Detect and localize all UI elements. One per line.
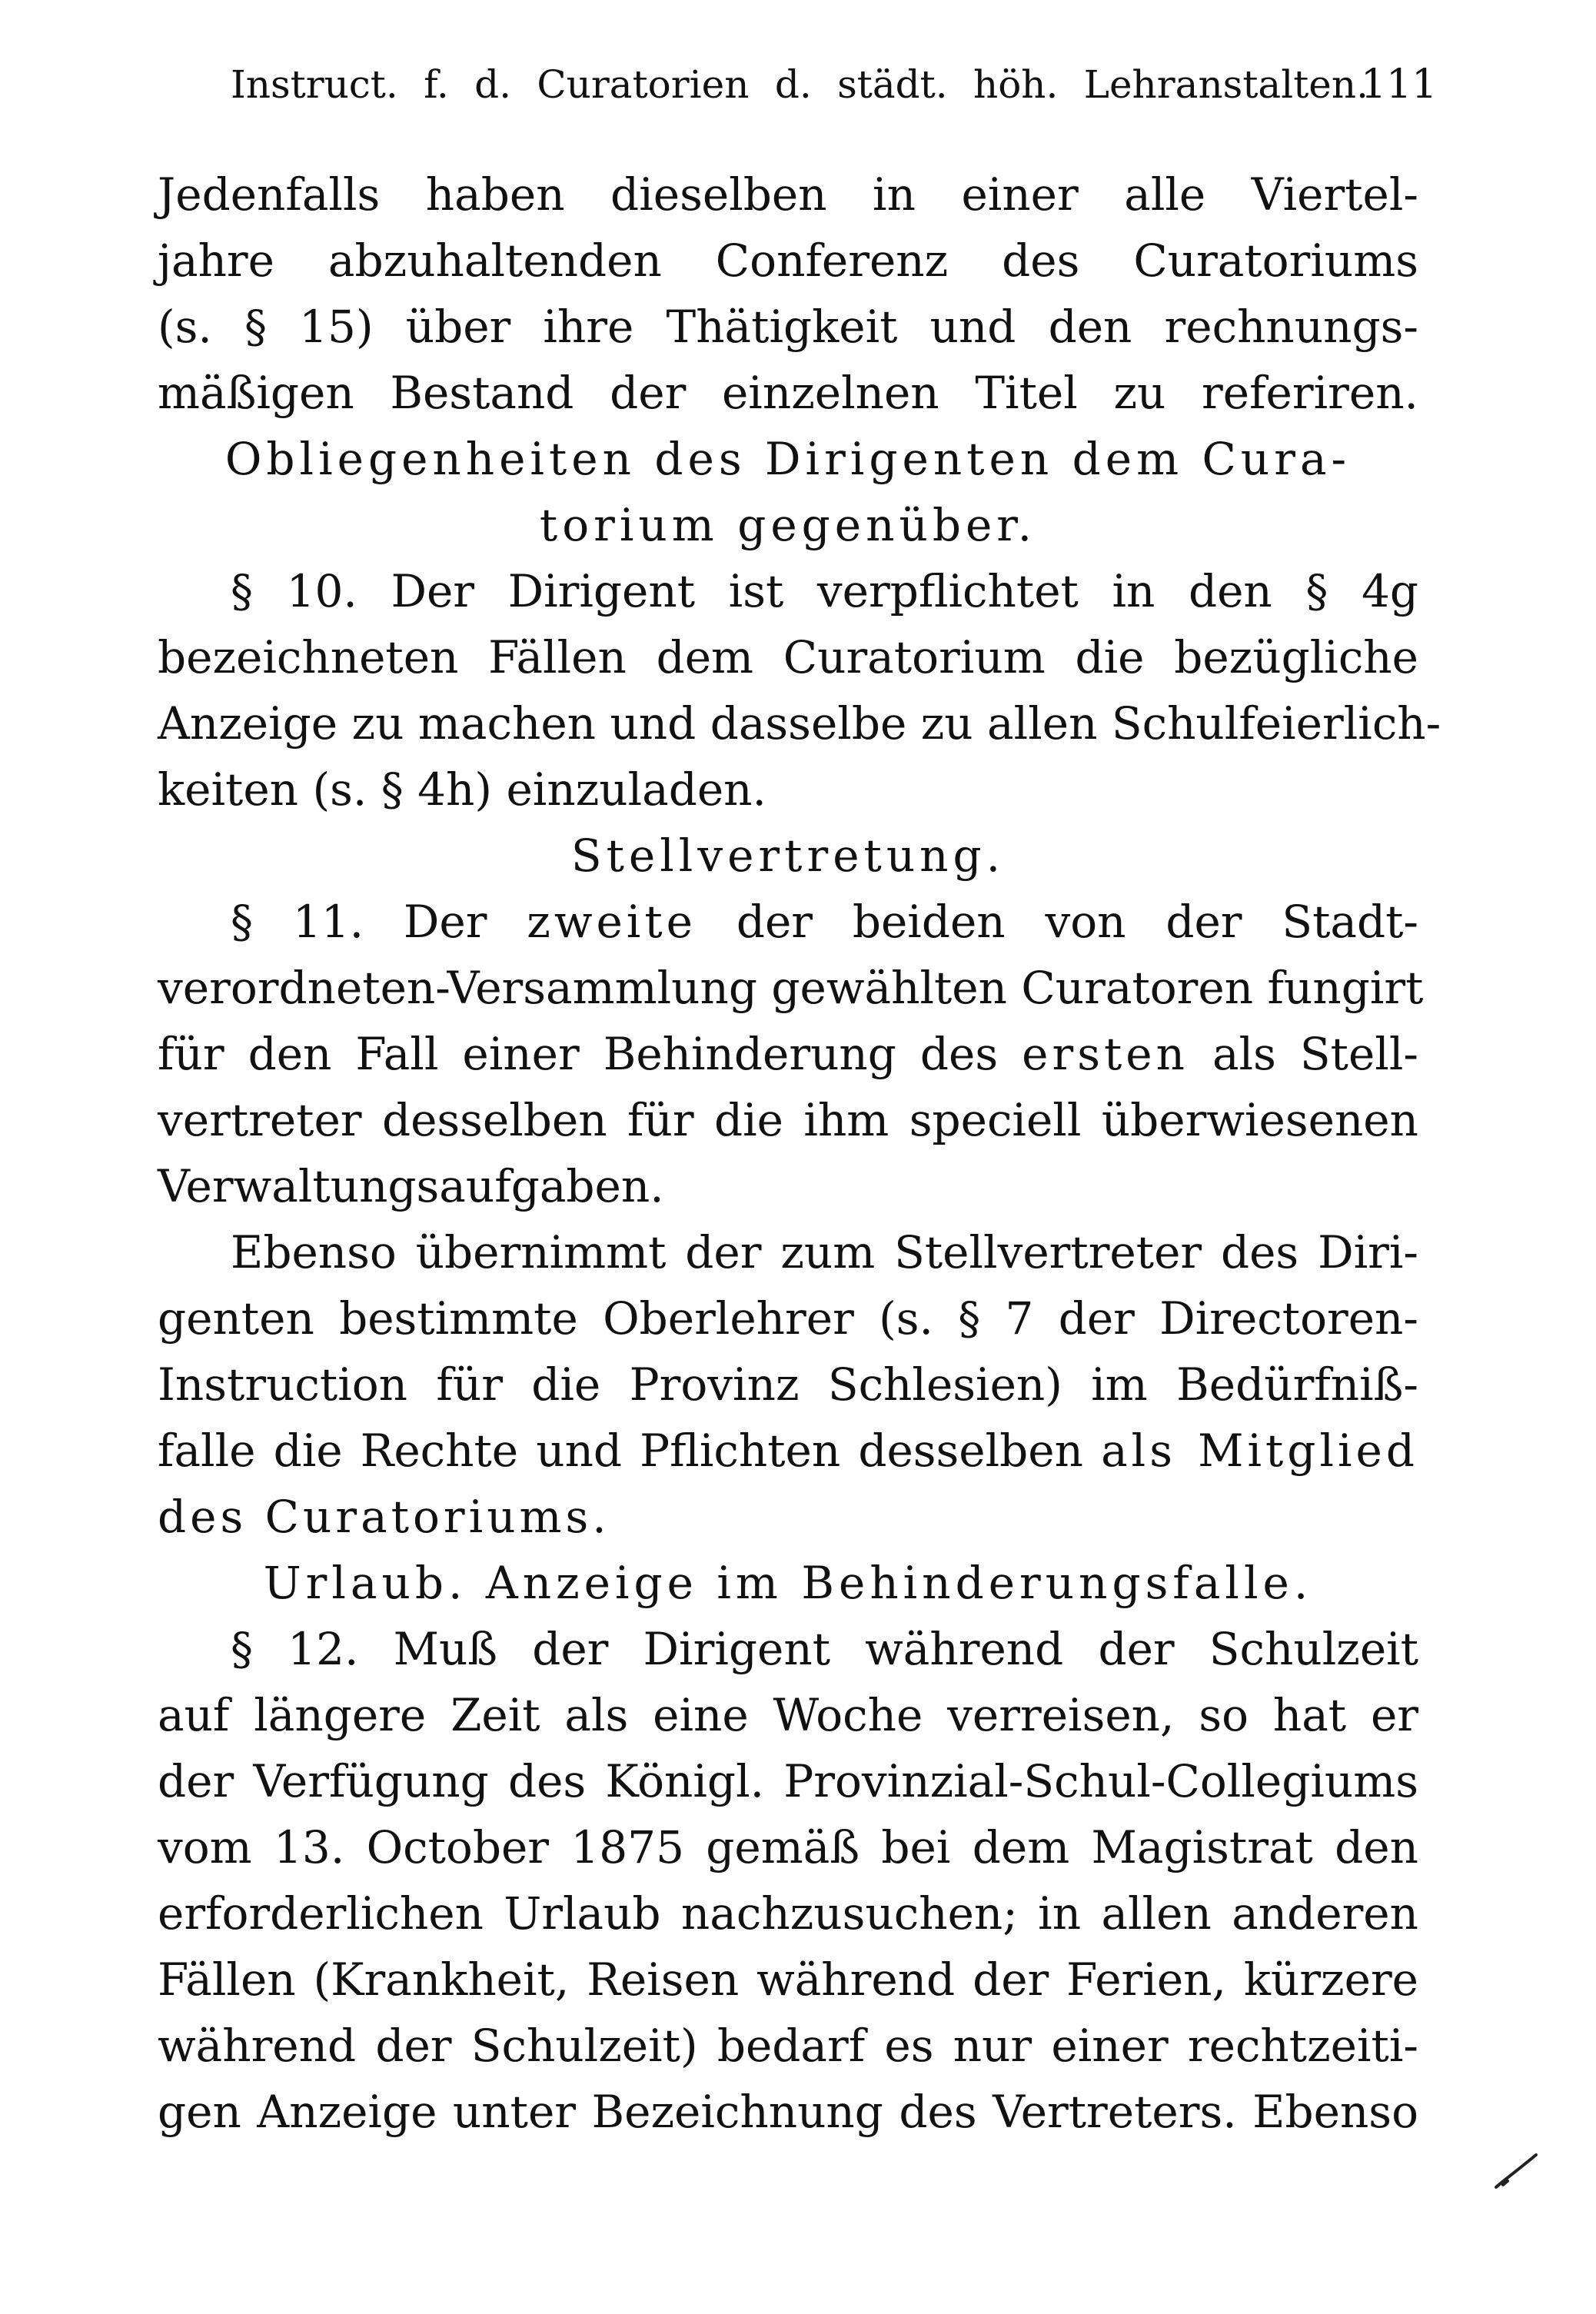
paragraph-line: während der Schulzeit) bedarf es nur einer rechtzeiti-: [158, 2020, 1418, 2072]
paragraph-line: Anzeige zu machen und dasselbe zu allen Schulfeierlich-: [158, 697, 1441, 750]
emphasized-text: als Mitglied: [1101, 1425, 1418, 1477]
paragraph-line: keiten (s. § 4h) einzuladen.: [158, 763, 766, 816]
paragraph-line: vertreter desselben für die ihm speciell überwiesenen: [158, 1094, 1418, 1146]
section-heading: Urlaub. Anzeige im Behinderungsfalle.: [263, 1557, 1313, 1609]
paragraph-line: Ebenso übernimmt der zum Stellvertreter des Diri-: [231, 1226, 1418, 1278]
line-text: als Stell-: [1188, 1028, 1418, 1080]
paragraph-line: genten bestimmte Oberlehrer (s. § 7 der Directoren-: [158, 1292, 1418, 1345]
paragraph-line: [158, 1021, 1418, 1087]
emphasized-text: zweite: [527, 896, 697, 948]
paragraph-line: erforderlichen Urlaub nachzusuchen; in allen anderen: [158, 1887, 1418, 1940]
paragraph-line: bezeichneten Fällen dem Curatorium die bezügliche: [158, 631, 1418, 683]
paragraph-line: Fällen (Krankheit, Reisen während der Ferien, kürzere: [158, 1953, 1418, 2006]
paragraph-line: der Verfügung des Königl. Provinzial-Schul-Collegiums: [158, 1755, 1418, 1807]
section-heading: Obliegenheiten des Dirigenten dem Cura-: [224, 433, 1352, 485]
line-text: der beiden von der Stadt-: [697, 896, 1418, 948]
paragraph-line: gen Anzeige unter Bezeichnung des Vertreters. Ebenso: [158, 2086, 1418, 2138]
paragraph-line: Verwaltungsaufgaben.: [158, 1160, 664, 1212]
section-heading: Stellvertretung.: [570, 830, 1006, 882]
line-text: § 11. Der: [231, 896, 527, 948]
paragraph-line: (s. § 15) über ihre Thätigkeit und den rechnungs-: [158, 301, 1418, 353]
running-header-title: Instruct. f. d. Curatorien d. städt. höh. Lehranstalten.: [231, 62, 1368, 107]
paragraph-line: mäßigen Bestand der einzelnen Titel zu referiren.: [158, 367, 1418, 419]
line-text: für den Fall einer Behinderung des: [158, 1028, 1022, 1080]
paragraph-line: [158, 1418, 1418, 1484]
paragraph-line: § 12. Muß der Dirigent während der Schulzeit: [231, 1623, 1418, 1675]
page-number: 111: [1361, 62, 1438, 108]
paragraph-line: [231, 889, 1418, 955]
ink-mark: [1491, 2149, 1545, 2195]
line-text: falle die Rechte und Pflichten desselben: [158, 1425, 1102, 1477]
paragraph-line: Instruction für die Provinz Schlesien) im Bedürfniß-: [158, 1358, 1418, 1411]
paragraph-line: des Curatoriums.: [158, 1491, 610, 1543]
paragraph-line: jahre abzuhaltenden Conferenz des Curatoriums: [158, 234, 1418, 287]
paragraph-line: § 10. Der Dirigent ist verpflichtet in den § 4g: [231, 565, 1418, 617]
paragraph-line: verordneten-Versammlung gewählten Curatoren fungirt: [158, 962, 1424, 1014]
section-heading: torium gegenüber.: [539, 499, 1037, 551]
emphasized-text: ersten: [1022, 1028, 1189, 1080]
paragraph-line: auf längere Zeit als eine Woche verreisen, so hat er: [158, 1689, 1418, 1741]
paragraph-line: vom 13. October 1875 gemäß bei dem Magistrat den: [158, 1821, 1418, 1873]
paragraph-line: Jedenfalls haben dieselben in einer alle Viertel-: [158, 168, 1418, 221]
